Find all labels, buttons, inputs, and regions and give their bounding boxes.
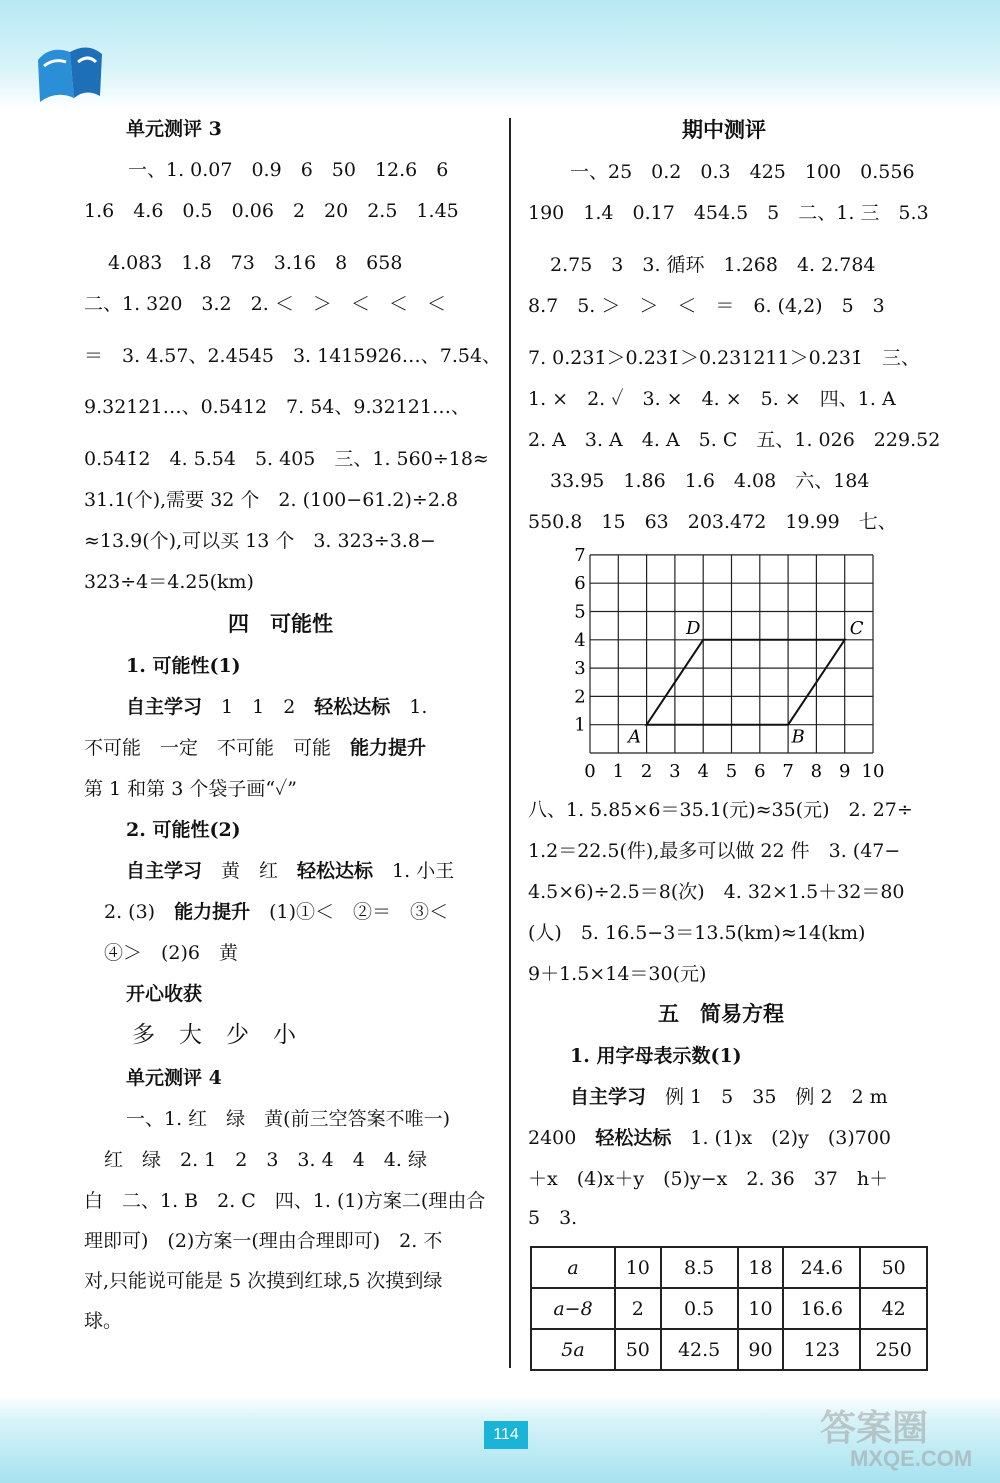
midterm-line: 一、25 0.2 0.3 425 100 0.556 [570, 161, 915, 183]
section-5-title: 五 简易方程 [658, 1001, 784, 1026]
unit-test-3-line: 一、1. 0.07 0.9 6 50 12.6 6 [128, 159, 449, 181]
sub-1-title: 1. 可能性(1) [126, 655, 241, 677]
unit-test-3-line: 31.1(个),需要 32 个 2. (100−61.2)÷2.8 [84, 489, 459, 511]
happy-harvest-words: 多大少小 [132, 1022, 320, 1048]
x-tick-label: 8 [810, 761, 823, 782]
midterm-line: 1. × 2. ✓ 3. × 4. × 5. × 四、1. A [528, 388, 896, 410]
table-row [531, 1288, 927, 1329]
y-tick-label: 3 [574, 658, 586, 680]
table-cell: 10 [738, 1288, 784, 1329]
y-tick-label: 5 [574, 601, 586, 623]
unit-test-3-line: ≈13.9(个),可以买 13 个 3. 323÷3.8− [84, 530, 436, 552]
answer-line: 4.5×6)÷2.5＝8(次) 4. 32×1.5＋32＝80 [528, 881, 905, 903]
column-divider [509, 118, 511, 1368]
sub-2-line: 2. (3) 能力提升 (1)①＜ ②＝ ③＜ [104, 901, 449, 923]
table-cell: 90 [738, 1329, 784, 1370]
unit-test-4-line: 理即可) (2)方案一(理由合理即可) 2. 不 [84, 1230, 443, 1252]
unit-test-3-line: 4.083̇ 1.8 73 3.16 8 658 [108, 252, 403, 274]
y-tick-label: 6 [574, 573, 586, 595]
coordinate-grid [560, 548, 900, 787]
table-cell: 42 [860, 1288, 927, 1329]
unit-test-4-line: 球。 [84, 1310, 123, 1332]
x-tick-label: 5 [725, 761, 738, 782]
watermark-url: MXQE.COM [850, 1446, 973, 1471]
section-4-title: 四 可能性 [228, 611, 333, 636]
sub-5-line: 2400 轻松达标 1. (1)x (2)y (3)700 [528, 1127, 891, 1149]
x-tick-label: 0 [584, 761, 596, 782]
x-tick-label: 10 [861, 761, 885, 782]
table-cell: 50 [615, 1329, 661, 1370]
answer-line: 八、1. 5.85×6＝35.1(元)≈35(元) 2. 27÷ [528, 799, 913, 821]
midterm-line: 190 1.4 0.17 454.5 5 二、1. 三 5.3 [528, 202, 929, 224]
table-cell: 250 [860, 1329, 927, 1370]
table-cell: 18 [738, 1247, 784, 1288]
book-logo-icon [30, 40, 110, 110]
vertex-label: C [849, 617, 864, 639]
sub-1-line: 不可能 一定 不可能 可能 能力提升 [84, 737, 427, 759]
sub-2-line: ④＞ (2)6 黄 [104, 942, 239, 964]
unit-test-3-title: 单元测评 3 [126, 118, 222, 140]
x-tick-label: 3 [669, 761, 681, 782]
midterm-line: 2.75 3 3. 循环 1.26̇8̇ 4. 2.784 [550, 254, 876, 276]
unit-test-3-line: 9.32121…、0.5412 7. 5̇4̇、9.32121…、 [84, 396, 470, 418]
table-cell: 10 [615, 1247, 661, 1288]
y-tick-label: 1 [574, 714, 586, 736]
sub-5-line: 5 3. [528, 1207, 578, 1229]
unit-test-3-line: 1.6 4.6 0.5 0.06 2 20 2.5 1.45 [84, 200, 459, 222]
sub-1-line: 自主学习 1 1 2 轻松达标 1. [126, 696, 428, 718]
unit-test-4-title: 单元测评 4 [126, 1067, 222, 1089]
table-cell: 42.5 [661, 1329, 738, 1370]
midterm-line: 7. 0.2̇31̇＞0.23̇1̇＞0.231211＞0.231̇ 三、 [528, 347, 921, 369]
x-tick-label: 4 [697, 761, 709, 782]
page-number: 114 [484, 1421, 528, 1449]
table-cell: 50 [860, 1247, 927, 1288]
midterm-line: 550.8 15 63 203.472 19.99 七、 [528, 511, 897, 533]
top-decorative-band [0, 0, 1000, 110]
unit-test-3-line: 0.5̇41̇2 4. 5.54 5. 405 三、1. 560÷18≈ [84, 448, 489, 470]
midterm-line: 8.7 5. ＞ ＞ ＜ ＝ 6. (4,2) 5 3 [528, 295, 885, 317]
midterm-title: 期中测评 [682, 117, 766, 142]
table-cell: a [531, 1247, 615, 1288]
parallelogram-abcd [647, 640, 845, 725]
midterm-line: 2. A 3. A 4. A 5. C 五、1. 026 229.52 [528, 429, 941, 451]
x-tick-label: 9 [838, 761, 851, 782]
table-cell: a−8 [531, 1288, 615, 1329]
sub-2-title: 2. 可能性(2) [126, 819, 241, 841]
happy-harvest-title: 开心收获 [126, 983, 203, 1005]
table-cell: 8.5 [661, 1247, 738, 1288]
sub-1-line: 第 1 和第 3 个袋子画“✓” [84, 778, 298, 800]
y-tick-label: 2 [574, 686, 586, 708]
vertex-label: D [685, 617, 701, 639]
vertex-label: B [791, 726, 805, 748]
answer-line: 9＋1.5×14＝30(元) [528, 963, 707, 985]
watermark: 答案圈 [820, 1407, 929, 1448]
answer-line: 1.2＝22.5(件),最多可以做 22 件 3. (47− [528, 840, 901, 862]
answer-line: (人) 5. 16.5−3＝13.5(km)≈14(km) [528, 922, 866, 944]
unit-test-4-line: 白 二、1. B 2. C 四、1. (1)方案二(理由合 [84, 1190, 486, 1212]
table-cell: 0.5 [661, 1288, 738, 1329]
expression-table [530, 1246, 928, 1371]
unit-test-4-line: 一、1. 红 绿 黄(前三空答案不唯一) [126, 1108, 450, 1130]
unit-test-4-line: 红 绿 2. 1 2 3 3. 4 4 4. 绿 [104, 1149, 427, 1171]
x-tick-label: 2 [640, 761, 653, 782]
x-tick-label: 7 [782, 761, 794, 782]
unit-test-3-line: 323÷4＝4.25(km) [84, 571, 254, 593]
table-row [531, 1247, 927, 1288]
unit-test-3-line: ＝ 3. 4.57、2.4545 3. 1415926…、7.5̇4̇、 [84, 345, 502, 367]
table-cell: 5a [531, 1329, 615, 1370]
coordinate-grid-svg [560, 548, 900, 783]
table-cell: 123 [783, 1329, 860, 1370]
unit-test-4-line: 对,只能说可能是 5 次摸到红球,5 次摸到绿 [84, 1270, 443, 1292]
sub-5-line: ＋x (4)x＋y (5)y−x 2. 36 37 h＋ [528, 1168, 889, 1190]
x-tick-label: 6 [754, 761, 766, 782]
table-row [531, 1329, 927, 1370]
table-cell: 2 [615, 1288, 661, 1329]
y-tick-label: 7 [574, 548, 586, 566]
vertex-label: A [628, 726, 642, 748]
x-tick-label: 1 [612, 761, 625, 782]
unit-test-3-line: 二、1. 320 3.2 2. ＜ ＞ ＜ ＜ ＜ [84, 293, 446, 315]
table-cell: 24.6 [783, 1247, 860, 1288]
midterm-line: 33.95 1.86 1.6 4.08 六、184 [550, 470, 870, 492]
sub-5-title: 1. 用字母表示数(1) [570, 1045, 742, 1067]
y-tick-label: 4 [574, 629, 586, 651]
sub-2-line: 自主学习 黄 红 轻松达标 1. 小王 [126, 860, 455, 882]
table-cell: 16.6 [783, 1288, 860, 1329]
sub-5-line: 自主学习 例 1 5 35 例 2 2 m [570, 1086, 888, 1108]
